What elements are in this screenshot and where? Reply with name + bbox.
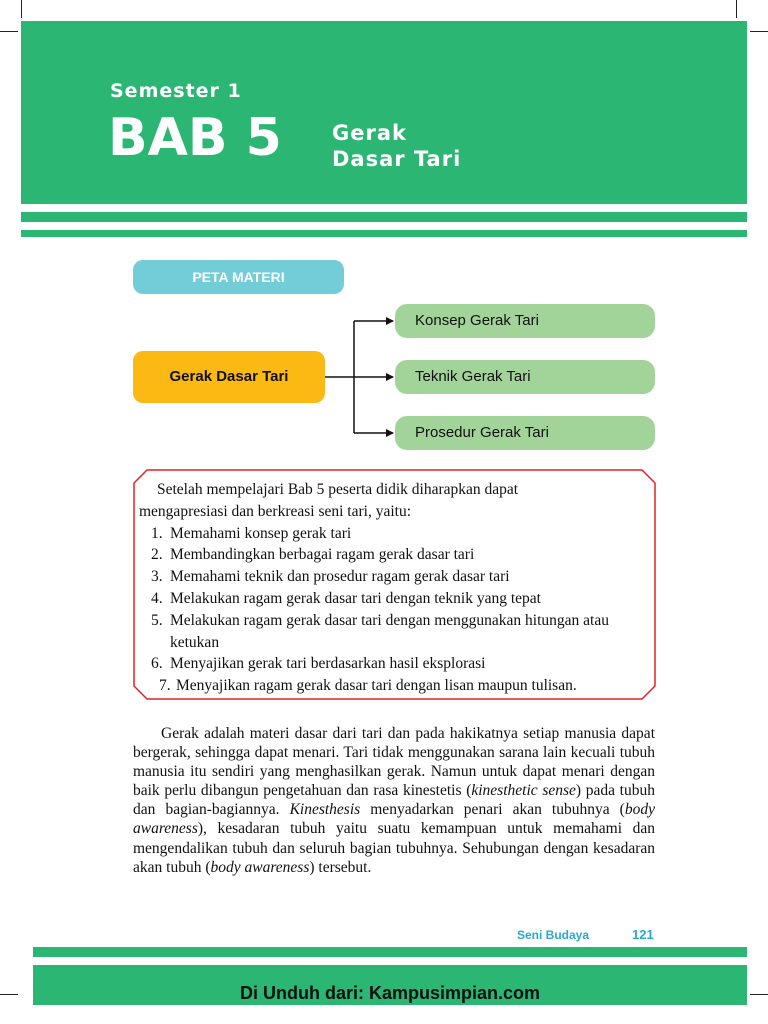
learning-goals-text — [133, 479, 656, 697]
learning-goals-box — [133, 469, 656, 700]
goals-list — [133, 523, 656, 697]
subtopic-node-teknik: Teknik Gerak Tari — [395, 360, 655, 394]
download-source-banner: Di Unduh dari: Kampusimpian.com — [33, 965, 747, 1005]
goal-item: 1. Memahami konsep gerak tari — [151, 524, 352, 542]
goals-intro-line1: Setelah mempelajari Bab 5 peserta didik diharapkan dapat — [157, 481, 519, 498]
goal-item: 7. Menyajikan ragam gerak dasar tari dengan lisan maupun tulisan. — [159, 677, 577, 695]
main-topic-node: Gerak Dasar Tari — [133, 351, 325, 403]
chapter-title-line2: Dasar Tari — [332, 147, 462, 171]
goal-item: 4. Melakukan ragam gerak dasar tari dengan teknik yang tepat — [151, 589, 541, 607]
body-paragraph: Gerak adalah materi dasar dari tari dan pada hakikatnya setiap manusia dapat bergerak, sehingga dapat menari. Tari tidak menggunakan sarana lain kecuali tubuh manusia itu sendiri yang menghasilkan gerak. Namun untuk dapat menari dengan baik perlu dibangun pengetahuan dan rasa kinestetis (kinesthetic sense) pada tubuh dan bagian-bagiannya. Kinesthesis menyadarkan penari akan tubuhnya (body awareness), kesadaran tubuh yaitu suatu kemampuan untuk memahami dan mengendalikan tubuh dan seluruh bagian tubuhnya. Sehubungan dengan kesadaran akan tubuh (body awareness) tersebut. — [133, 725, 655, 876]
page-number: 121 — [632, 927, 654, 942]
goal-item: 2. Membandingkan berbagai ragam gerak dasar tari — [151, 546, 475, 564]
goal-item: 5. Melakukan ragam gerak dasar tari dengan menggunakan hitungan atau ketukan — [151, 611, 609, 651]
book-title: Seni Budaya — [517, 928, 590, 942]
footer-stripe — [33, 947, 747, 957]
peta-materi-heading: PETA MATERI — [133, 260, 344, 294]
semester-label: Semester 1 — [110, 80, 242, 102]
subtopic-node-konsep: Konsep Gerak Tari — [395, 304, 655, 338]
goal-item: 3. Memahami teknik dan prosedur ragam gerak dasar tari — [151, 568, 510, 586]
subtopic-node-prosedur: Prosedur Gerak Tari — [395, 416, 655, 450]
goals-intro-line2: mengapresiasi dan berkreasi seni tari, yaitu: — [139, 502, 412, 520]
goal-item: 6. Menyajikan gerak tari berdasarkan hasil eksplorasi — [151, 655, 486, 673]
chapter-number: BAB 5 — [108, 108, 282, 168]
chapter-title-line1: Gerak — [332, 121, 407, 145]
